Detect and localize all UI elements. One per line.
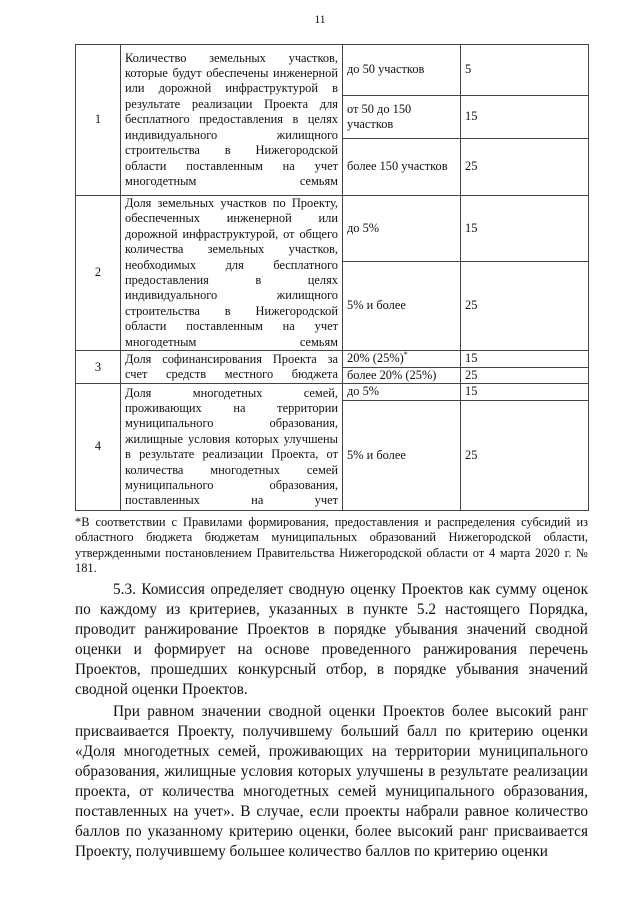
criterion-number: 3 bbox=[76, 351, 121, 384]
criterion-score: 15 bbox=[461, 384, 589, 400]
criterion-number: 4 bbox=[76, 384, 121, 510]
criterion-score: 5 bbox=[461, 45, 589, 96]
footnote-marker: * bbox=[403, 350, 408, 360]
criterion-range: от 50 до 150 участков bbox=[343, 96, 461, 139]
criterion-range: до 5% bbox=[343, 196, 461, 262]
criterion-score: 15 bbox=[461, 351, 589, 368]
table-row bbox=[76, 384, 589, 400]
criterion-range: более 150 участков bbox=[343, 139, 461, 196]
criterion-range: 5% и более bbox=[343, 261, 461, 350]
criterion-range: до 5% bbox=[343, 384, 461, 400]
criterion-description: Доля софинансирования Проекта за счет средств местного бюджета bbox=[121, 351, 343, 384]
footnote: *В соответствии с Правилами формирования, предоставления и распределения субсидий из областного бюджета бюджетам муниципальных образований Нижегородской области, утвержденными постановлением Правительства Нижегородской области от 4 марта 2020 г. № 181. bbox=[75, 515, 588, 576]
criterion-range: более 20% (25%) bbox=[343, 368, 461, 384]
paragraph-ranking-rule: При равном значении сводной оценки Проектов более высокий ранг присваивается Проекту, получившему больший балл по критерию оценки «Доля многодетных семей, проживающих на территории муниципального образования, жилищные условия которых улучшены в результате реализации проекта, от количества многодетных семей муниципального образования, поставленных на учет». В случае, если проекты набрали равное количество баллов по указанному критерию оценки, более высокий ранг присваивается Проекту, получившему большее количество баллов по критерию оценки bbox=[75, 703, 588, 860]
criterion-score: 25 bbox=[461, 368, 589, 384]
criterion-range: до 50 участков bbox=[343, 45, 461, 96]
page-number: 11 bbox=[314, 14, 326, 26]
table-row bbox=[76, 45, 589, 96]
criterion-range: 5% и более bbox=[343, 400, 461, 510]
table-row bbox=[76, 351, 589, 368]
criterion-description: Доля многодетных семей, проживающих на территории муниципального образования, жилищные условия которых улучшены в результате реализации Проекта, от количества многодетных семей муниципального образования, поставленных на учет bbox=[121, 384, 343, 510]
table-row bbox=[76, 196, 589, 262]
paragraph-5-3: 5.3. Комиссия определяет сводную оценку Проектов как сумму оценок по каждому из критериев, указанных в пункте 5.2 настоящего Порядка, проводит ранжирование Проектов в порядке убывания значений сводной оценки и формирует на основе проведенного ранжирования перечень Проектов, прошедших конкурсный отбор, в порядке убывания значений сводной оценки Проектов. bbox=[75, 581, 588, 698]
criterion-score: 25 bbox=[461, 261, 589, 350]
criterion-number: 2 bbox=[76, 196, 121, 351]
criterion-description: Количество земельных участков, которые будут обеспечены инженерной или дорожной инфраструктурой в результате реализации Проекта для бесплатного предоставления в целях индивидуального жилищного строительства в Нижегородской области поставленным на учет многодетным семьям bbox=[121, 45, 343, 196]
criterion-score: 25 bbox=[461, 139, 589, 196]
criterion-score: 15 bbox=[461, 96, 589, 139]
criterion-number: 1 bbox=[76, 45, 121, 196]
criterion-score: 15 bbox=[461, 196, 589, 262]
criterion-range bbox=[343, 351, 461, 368]
criterion-description: Доля земельных участков по Проекту, обеспеченных инженерной или дорожной инфраструктурой, от общего количества земельных участков, необходимых для бесплатного предоставления в целях индивидуального жилищного строительства в Нижегородской области поставленным на учет многодетным семьям bbox=[121, 196, 343, 351]
criteria-table bbox=[75, 44, 589, 511]
range-text: 20% (25%) bbox=[347, 351, 404, 366]
criterion-score: 25 bbox=[461, 400, 589, 510]
